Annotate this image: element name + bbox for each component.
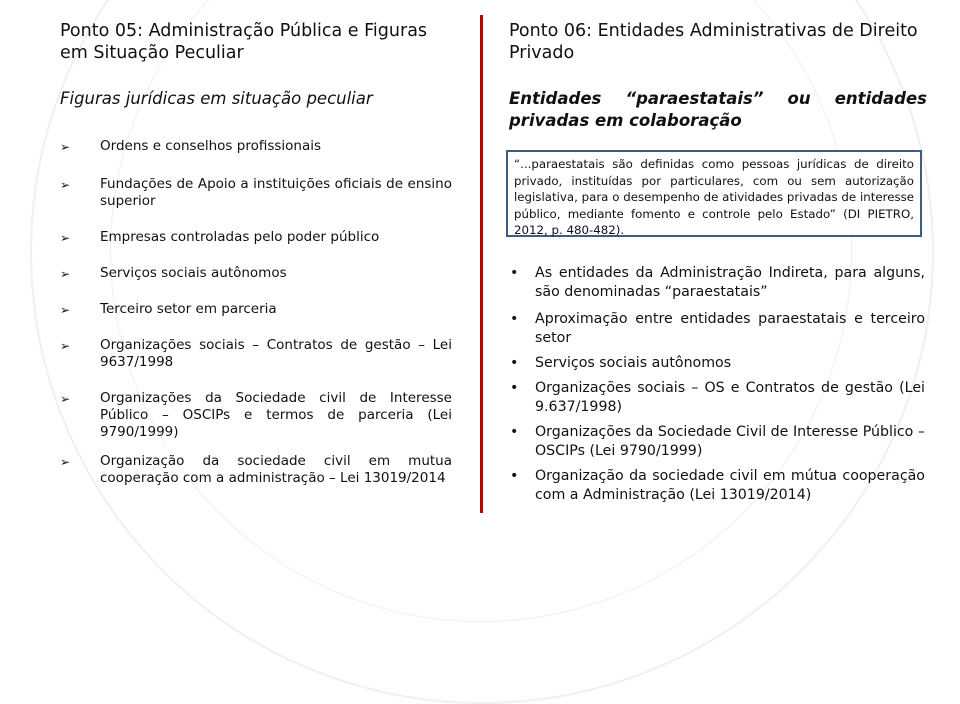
list-item: ➢ Organizações sociais – Contratos de gestão – Lei 9637/1998 [60,337,452,370]
list-item: ➢ Terceiro setor em parceria [60,301,277,317]
left-list [60,138,452,487]
left-subheading: Figuras jurídicas em situação peculiar [60,89,373,108]
bullet-dot: • [510,468,519,484]
right-subheading: Entidades “paraestatais” ou entidades privadas em colaboração [509,89,927,130]
list-item: ➢ Organizações da Sociedade civil de Interesse Público – OSCIPs e termos de parceria (Lei 9790/1999) [60,390,452,440]
list-item: ➢ Serviços sociais autônomos [60,265,287,281]
list-item: ➢ Ordens e conselhos profissionais [60,138,322,154]
list-item: • Organização da sociedade civil em mútua cooperação com a Administração (Lei 13019/2014) [510,468,925,503]
list-item: • Serviços sociais autônomos [510,355,732,371]
arrow-bullet-icon: ➢ [60,455,71,469]
list-item: • Organizações sociais – OS e Contratos de gestão (Lei 9.637/1998) [510,380,925,415]
definition-quote-box: “...paraestatais são definidas como pessoas jurídicas de direito privado, instituídas por particulares, com ou sem autorização legislativa, para o desempenho de atividades privadas de interesse público, mediante fomento e controle pelo Estado” (DI PIETRO, 2012, p. 480-482). [506,150,922,237]
list-item: ➢ Empresas controladas pelo poder público [60,229,380,245]
list-item: • Aproximação entre entidades paraestatais e terceiro setor [510,311,925,346]
arrow-bullet-icon: ➢ [60,303,71,317]
left-heading: Ponto 05: Administração Pública e Figuras em Situação Peculiar [60,21,428,63]
bullet-dot: • [510,424,519,440]
list-item: • Organizações da Sociedade Civil de Interesse Público – OSCIPs (Lei 9790/1999) [510,424,925,459]
right-heading: Ponto 06: Entidades Administrativas de Direito Privado [509,21,918,63]
left-column [60,20,455,108]
bullet-dot: • [510,380,519,396]
right-column [509,20,927,132]
column-divider [480,15,483,513]
bullet-dot: • [510,265,519,281]
list-item: • As entidades da Administração Indireta, para alguns, são denominadas “paraestatais” [510,265,925,300]
arrow-bullet-icon: ➢ [60,178,71,192]
arrow-bullet-icon: ➢ [60,392,71,406]
arrow-bullet-icon: ➢ [60,267,71,281]
arrow-bullet-icon: ➢ [60,339,71,353]
list-item: ➢ Fundações de Apoio a instituições oficiais de ensino superior [60,176,452,209]
list-item: ➢ Organização da sociedade civil em mutua cooperação com a administração – Lei 13019/2014 [60,453,452,486]
right-list [509,264,925,505]
arrow-bullet-icon: ➢ [60,231,71,245]
arrow-bullet-icon: ➢ [60,140,71,154]
bullet-dot: • [510,355,519,371]
bullet-dot: • [510,311,519,327]
